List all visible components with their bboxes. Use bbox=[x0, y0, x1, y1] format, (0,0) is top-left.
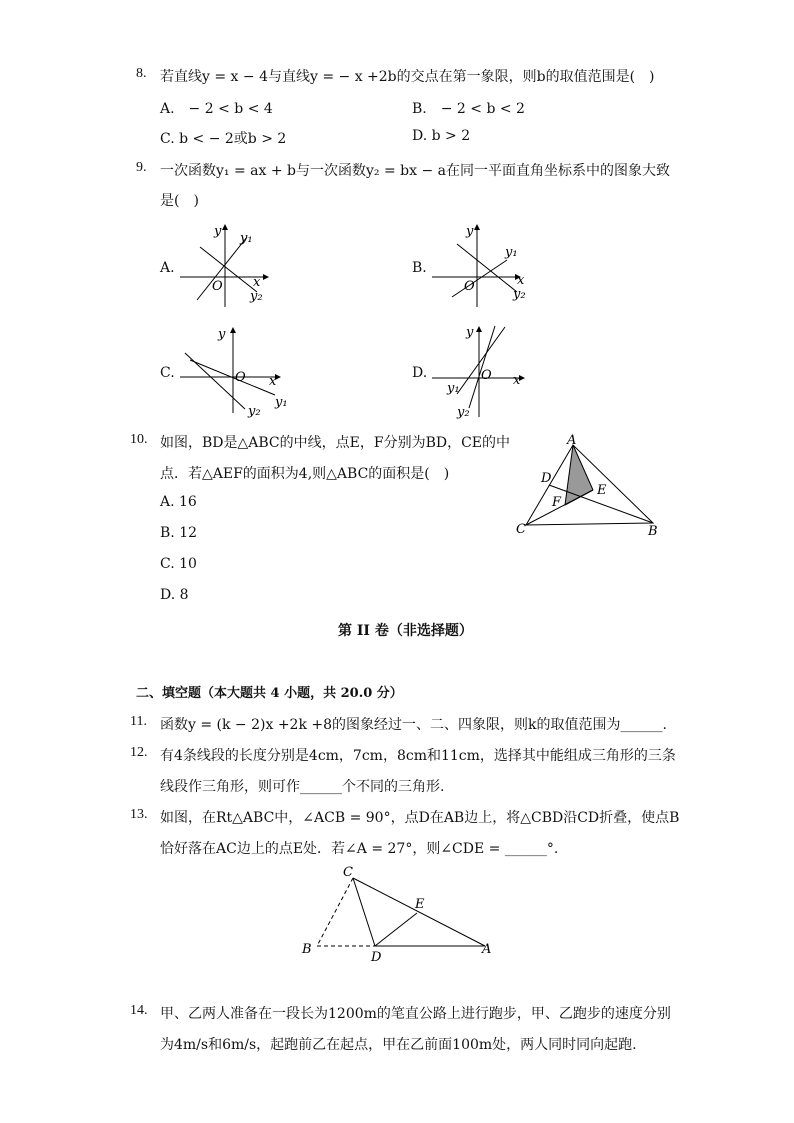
q9-stem-line2: 是( ) bbox=[160, 193, 199, 209]
y-label: y bbox=[466, 224, 474, 239]
point-d: D bbox=[371, 950, 382, 965]
q8-option-d: D. b > 2 bbox=[412, 128, 471, 144]
origin-label: O bbox=[212, 279, 223, 294]
segment-ca bbox=[353, 878, 485, 946]
q12-line2: 线段作三角形，则可作______个不同的三角形. bbox=[160, 779, 445, 795]
q13-line1: 如图，在Rt△ABC中，∠ACB = 90°，点D在AB边上，将△CBD沿CD折叠，使点B bbox=[160, 810, 680, 826]
point-e: E bbox=[597, 483, 607, 498]
section2-title: 二、填空题（本大题共 4 小题，共 20.0 分） bbox=[136, 686, 403, 701]
y2-label: y₂ bbox=[457, 405, 470, 420]
y-axis-arrow bbox=[476, 326, 482, 332]
q10-stem-line2: 点．若△AEF的面积为4,则△ABC的面积是( ) bbox=[160, 466, 450, 482]
q9-graph-c bbox=[175, 325, 290, 420]
q9-option-c-label: C. bbox=[160, 365, 175, 381]
q10-number: 10. bbox=[130, 432, 148, 447]
q9-option-b-label: B. bbox=[412, 260, 427, 276]
q11-text: 函数y = (k − 2)x +2k +8的图象经过一、二、四象限，则k的取值范围为______. bbox=[160, 717, 667, 733]
y-label: y bbox=[466, 325, 474, 340]
y1-label: y₁ bbox=[447, 381, 460, 396]
part2-title: 第 II 卷（非选择题） bbox=[338, 623, 473, 639]
y1-label: y₁ bbox=[240, 231, 253, 246]
q8-stem: 若直线y = x − 4与直线y = − x +2b的交点在第一象限，则b的取值范围是( ) bbox=[160, 69, 655, 85]
q8-option-b: B. − 2 < b < 2 bbox=[412, 101, 525, 117]
q12-line1: 有4条线段的长度分别是4cm，7cm，8cm和11cm，选择其中能组成三角形的三条 bbox=[160, 748, 676, 764]
q10-option-c: C. 10 bbox=[160, 556, 197, 572]
x-label: x bbox=[253, 275, 261, 290]
vertex-a: A bbox=[482, 942, 492, 957]
q14-line2: 为4m/s和6m/s，起跑前乙在起点，甲在乙前面100m处，两人同时同向起跑. bbox=[160, 1037, 637, 1053]
q10-option-b: B. 12 bbox=[160, 525, 198, 541]
q10-option-d: D. 8 bbox=[160, 587, 189, 603]
line-y1 bbox=[452, 260, 507, 297]
q9-option-d-label: D. bbox=[412, 365, 428, 381]
y2-label: y₂ bbox=[250, 289, 263, 304]
y-label: y bbox=[214, 224, 222, 239]
y2-label: y₂ bbox=[513, 287, 526, 302]
q13-line2: 恰好落在AC边上的点E处．若∠A = 27°，则∠CDE = ______°. bbox=[160, 841, 559, 857]
q11-number: 11. bbox=[130, 714, 147, 729]
origin-label: O bbox=[464, 279, 475, 294]
point-f: F bbox=[552, 495, 562, 510]
q13-triangle-figure bbox=[295, 858, 505, 968]
q13-number: 13. bbox=[130, 807, 148, 822]
q9-stem-line1: 一次函数y₁ = ax + b与一次函数y₂ = bx − a在同一平面直角坐标系中的图象大致 bbox=[160, 163, 670, 179]
x-label: x bbox=[517, 273, 525, 288]
q9-graph-d bbox=[427, 322, 537, 420]
q10-option-a: A. 16 bbox=[160, 494, 197, 510]
q8-option-a: A. − 2 < b < 4 bbox=[160, 101, 273, 117]
y1-label: y₁ bbox=[275, 395, 288, 410]
q10-triangle-figure bbox=[508, 430, 668, 540]
q9-graph-a bbox=[175, 222, 275, 310]
y-axis-arrow bbox=[474, 224, 480, 230]
segment-de bbox=[375, 913, 417, 946]
x-axis-arrow bbox=[263, 274, 269, 280]
q9-graph-b bbox=[427, 222, 527, 310]
origin-label: O bbox=[481, 368, 492, 383]
q9-option-a-label: A. bbox=[160, 260, 175, 276]
y-axis-arrow bbox=[230, 327, 236, 333]
line-y1 bbox=[457, 327, 505, 394]
origin-label: O bbox=[235, 370, 246, 385]
x-label: x bbox=[513, 373, 521, 388]
q10-stem-line1: 如图，BD是△ABC的中线，点E，F分别为BD，CE的中 bbox=[160, 435, 511, 451]
vertex-a: A bbox=[567, 433, 577, 448]
segment-cd bbox=[353, 878, 375, 946]
vertex-c: C bbox=[343, 865, 353, 880]
q9-number: 9. bbox=[136, 160, 147, 175]
vertex-c: C bbox=[516, 522, 526, 537]
point-e: E bbox=[415, 897, 425, 912]
y2-label: y₂ bbox=[248, 404, 261, 419]
x-label: x bbox=[269, 374, 277, 389]
point-d: D bbox=[541, 471, 552, 486]
y-label: y bbox=[218, 327, 226, 342]
y1-label: y₁ bbox=[505, 245, 518, 260]
segment-cb-dashed bbox=[317, 878, 353, 946]
q8-option-c: C. b < − 2或b > 2 bbox=[160, 131, 287, 147]
y-axis-arrow bbox=[222, 224, 228, 230]
vertex-b: B bbox=[302, 942, 312, 957]
q14-line1: 甲、乙两人准备在一段长为1200m的笔直公路上进行跑步，甲、乙跑步的速度分别 bbox=[160, 1006, 671, 1022]
q12-number: 12. bbox=[130, 745, 148, 760]
q8-number: 8. bbox=[136, 66, 147, 81]
q14-number: 14. bbox=[130, 1003, 148, 1018]
vertex-b: B bbox=[648, 524, 658, 539]
